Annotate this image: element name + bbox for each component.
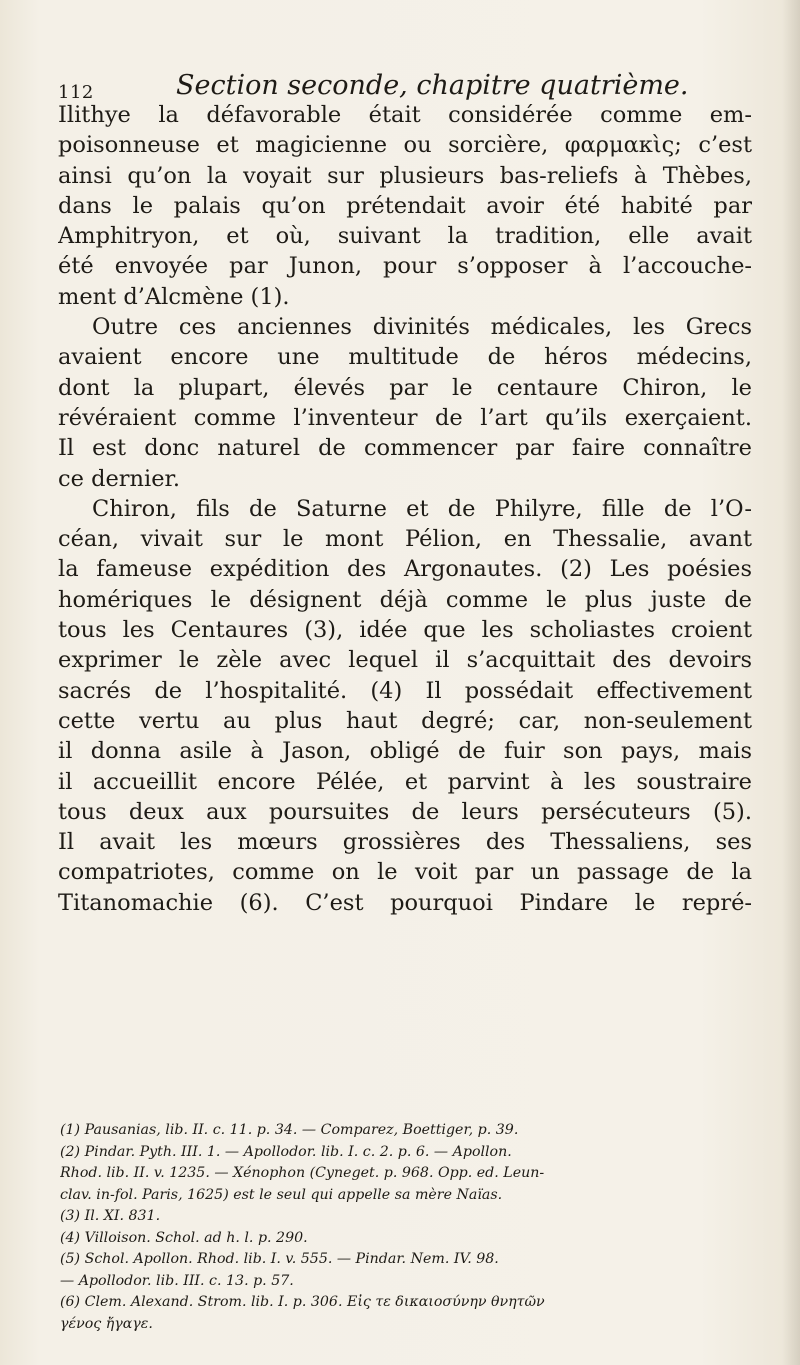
body-line: tous deux aux poursuites de leurs persécuteurs (5). — [58, 798, 752, 825]
footnote-line: clav. in-fol. Paris, 1625) est le seul qui appelle sa mère Naïas. — [60, 1186, 503, 1203]
body-line: homériques le désignent déjà comme le plus juste de — [58, 586, 752, 613]
body-line: tous les Centaures (3), idée que les scholiastes croient — [58, 617, 752, 644]
body-line: Amphitryon, et où, suivant la tradition, elle avait — [58, 223, 752, 250]
running-head — [58, 64, 758, 104]
body-line: été envoyée par Junon, pour s’opposer à l’accouche- — [58, 253, 752, 280]
page-edge-shadow — [782, 0, 800, 1365]
footnote-line: (2) Pindar. Pyth. III. 1. — Apollodor. lib. I. c. 2. p. 6. — Apollon. — [60, 1143, 512, 1160]
footnote-line: Rhod. lib. II. v. 1235. — Xénophon (Cyneget. p. 968. Opp. ed. Leun- — [60, 1165, 545, 1181]
body-line: dans le palais qu’on prétendait avoir été habité par — [58, 192, 752, 219]
body-line: Chiron, fils de Saturne et de Philyre, fille de l’O- — [92, 495, 752, 522]
chapter-title: Section seconde, chapitre quatrième. — [176, 70, 689, 101]
body-line: exprimer le zèle avec lequel il s’acquittait des devoirs — [58, 647, 752, 674]
footnote-line: γένος ἤγαγε. — [60, 1315, 153, 1332]
body-line: il donna asile à Jason, obligé de fuir son pays, mais — [58, 738, 752, 765]
body-line: Titanomachie (6). C’est pourquoi Pindare le repré- — [58, 889, 752, 916]
body-line: la fameuse expédition des Argonautes. (2) Les poésies — [58, 556, 752, 583]
page-number: 112 — [58, 82, 94, 103]
body-line: Ilithye la défavorable était considérée comme em- — [58, 102, 752, 128]
body-line: Il avait les mœurs grossières des Thessaliens, ses — [58, 829, 752, 856]
body-line: compatriotes, comme on le voit par un passage de la — [58, 859, 752, 886]
body-line: ce dernier. — [58, 465, 180, 492]
body-line: dont la plupart, élevés par le centaure Chiron, le — [58, 374, 752, 401]
footnote-line: (1) Pausanias, lib. II. c. 11. p. 34. — Comparez, Boettiger, p. 39. — [60, 1122, 519, 1138]
footnote-line: (4) Villoison. Schol. ad h. l. p. 290. — [60, 1229, 308, 1246]
footnotes — [60, 1120, 760, 1335]
footnote-line: (5) Schol. Apollon. Rhod. lib. I. v. 555. — Pindar. Nem. IV. 98. — [60, 1251, 499, 1267]
body-line: révéraient comme l’inventeur de l’art qu’ils exerçaient. — [58, 404, 752, 431]
body-line: avaient encore une multitude de héros médecins, — [58, 344, 752, 371]
body-line: céan, vivait sur le mont Pélion, en Thessalie, avant — [58, 526, 752, 553]
body-line: Il est donc naturel de commencer par faire connaître — [58, 435, 752, 462]
body-line: Outre ces anciennes divinités médicales, les Grecs — [92, 314, 752, 341]
footnote-line: — Apollodor. lib. III. c. 13. p. 57. — [60, 1272, 294, 1289]
body-line: sacrés de l’hospitalité. (4) Il possédait effectivement — [58, 677, 752, 704]
body-line: ment d’Alcmène (1). — [58, 283, 290, 310]
footnote-line: (6) Clem. Alexand. Strom. lib. I. p. 306. Εἰς τε δικαιοσύνην θνητῶν — [60, 1294, 545, 1310]
body-text — [58, 100, 752, 918]
body-line: ainsi qu’on la voyait sur plusieurs bas-reliefs à Thèbes, — [58, 162, 752, 189]
body-line: cette vertu au plus haut degré; car, non-seulement — [58, 707, 752, 734]
footnote-line: (3) Il. XI. 831. — [60, 1208, 161, 1224]
body-line: poisonneuse et magicienne ou sorcière, φαρμακὶς; c’est — [58, 132, 752, 159]
body-line: il accueillit encore Pélée, et parvint à les soustraire — [58, 768, 752, 795]
